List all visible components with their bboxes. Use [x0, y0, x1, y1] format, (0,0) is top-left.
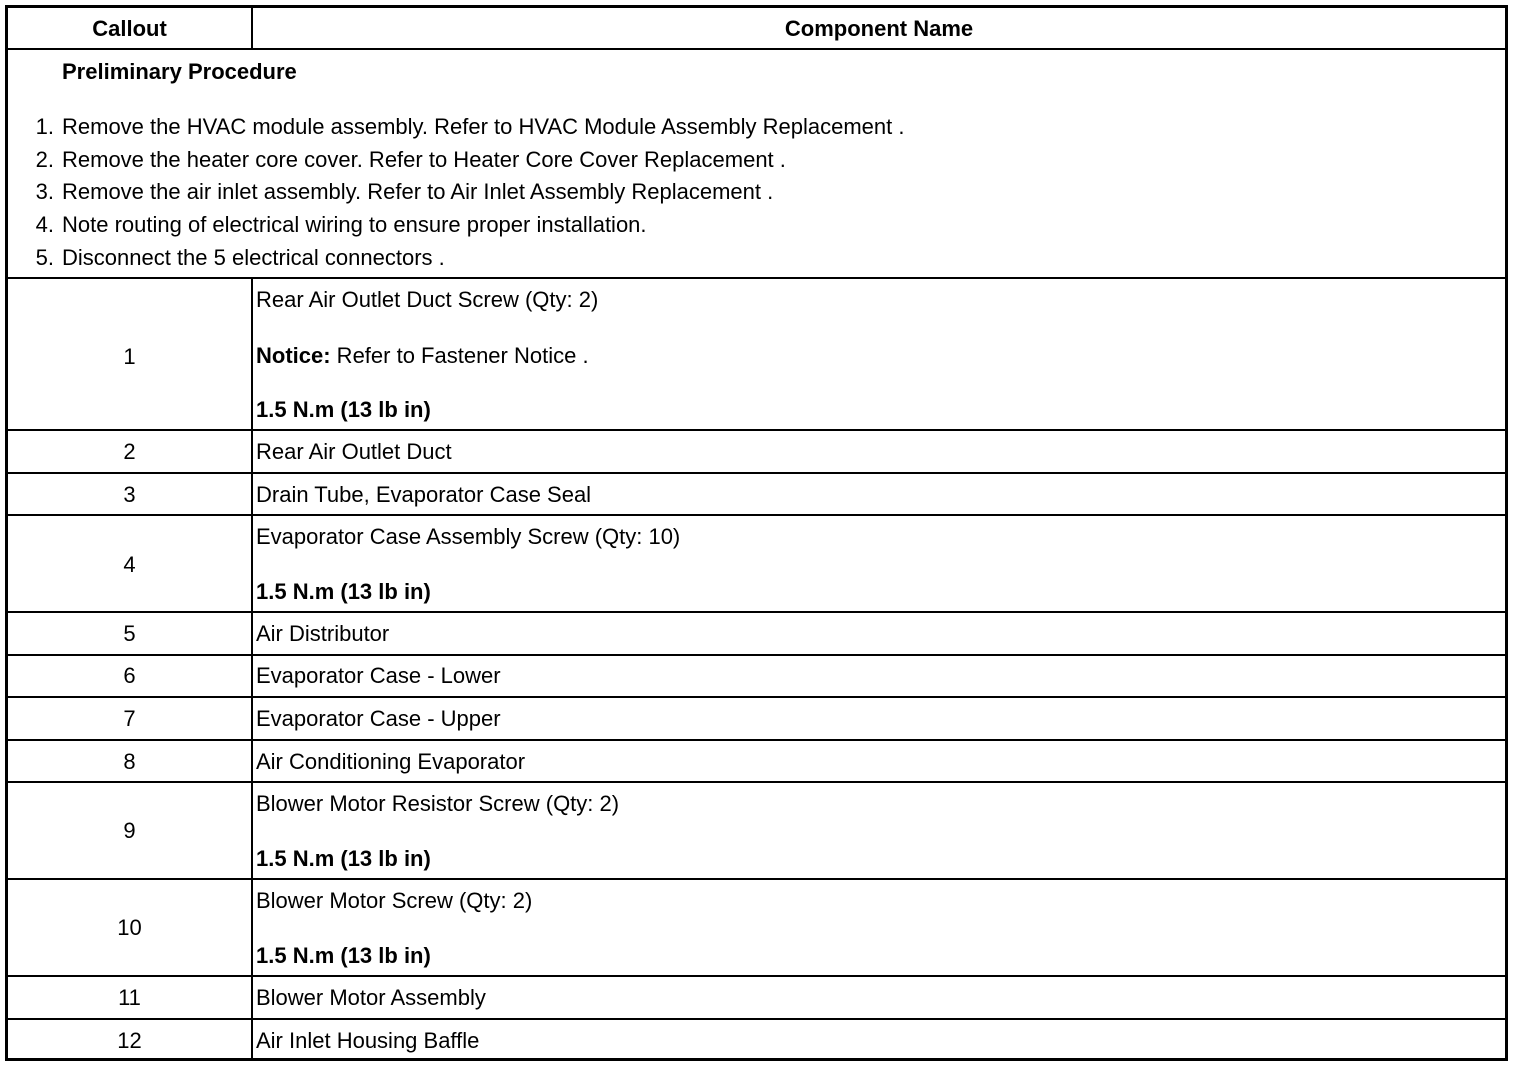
callout-number: 5 [123, 621, 136, 646]
header-callout: Callout [92, 16, 167, 41]
callout-number: 10 [117, 915, 142, 940]
component-name: Air Conditioning Evaporator [256, 749, 526, 774]
callout-number: 4 [123, 552, 136, 577]
callout-number: 12 [117, 1028, 142, 1053]
step-text: Remove the HVAC module assembly. Refer to HVAC Module Assembly Replacement . [62, 114, 905, 139]
row-divider [8, 472, 1505, 474]
component-name: Rear Air Outlet Duct [256, 439, 452, 464]
component-name: Air Distributor [256, 621, 390, 646]
torque-spec: 1.5 N.m (13 lb in) [256, 943, 431, 968]
callout-number: 3 [123, 482, 136, 507]
component-name: Blower Motor Assembly [256, 985, 486, 1010]
header-component-name: Component Name [784, 16, 974, 41]
step-number: 5. [35, 245, 54, 270]
component-name: Evaporator Case - Upper [256, 706, 501, 731]
header-divider [8, 48, 1505, 50]
row-divider [8, 696, 1505, 698]
callout-number: 9 [123, 818, 136, 843]
preliminary-title: Preliminary Procedure [62, 59, 297, 84]
row-divider [8, 781, 1505, 783]
component-table [5, 5, 1508, 1061]
callout-number: 11 [118, 985, 141, 1010]
step-text: Remove the heater core cover. Refer to Heater Core Cover Replacement . [62, 147, 786, 172]
step-number: 3. [35, 179, 54, 204]
component-name: Evaporator Case - Lower [256, 663, 501, 688]
row-divider [8, 739, 1505, 741]
step-text: Remove the air inlet assembly. Refer to Air Inlet Assembly Replacement . [62, 179, 774, 204]
row-divider [8, 878, 1505, 880]
row-divider [8, 429, 1505, 431]
notice-label: Notice: [256, 343, 331, 368]
callout-number: 2 [123, 439, 136, 464]
row-divider [8, 654, 1505, 656]
callout-number: 8 [123, 749, 136, 774]
component-name: Rear Air Outlet Duct Screw (Qty: 2) [256, 287, 599, 312]
torque-spec: 1.5 N.m (13 lb in) [256, 579, 431, 604]
row-divider [8, 277, 1505, 279]
row-divider [8, 514, 1505, 516]
callout-number: 1 [123, 344, 136, 369]
component-name: Evaporator Case Assembly Screw (Qty: 10) [256, 524, 681, 549]
callout-number: 7 [123, 706, 136, 731]
header-column-divider [251, 8, 253, 50]
component-name: Blower Motor Screw (Qty: 2) [256, 888, 533, 913]
component-name: Drain Tube, Evaporator Case Seal [256, 482, 592, 507]
step-number: 4. [35, 212, 54, 237]
column-divider [251, 277, 253, 1058]
row-divider [8, 1018, 1505, 1020]
component-name: Blower Motor Resistor Screw (Qty: 2) [256, 791, 620, 816]
step-text: Disconnect the 5 electrical connectors . [62, 245, 445, 270]
notice-line [256, 343, 589, 369]
notice-text: Refer to Fastener Notice . [330, 343, 589, 368]
step-text: Note routing of electrical wiring to ensure proper installation. [62, 212, 647, 237]
row-divider [8, 975, 1505, 977]
step-number: 2. [35, 147, 54, 172]
torque-spec: 1.5 N.m (13 lb in) [256, 397, 431, 422]
row-divider [8, 611, 1505, 613]
component-name: Air Inlet Housing Baffle [256, 1028, 480, 1053]
callout-number: 6 [123, 663, 136, 688]
torque-spec: 1.5 N.m (13 lb in) [256, 846, 431, 871]
step-number: 1. [35, 114, 54, 139]
